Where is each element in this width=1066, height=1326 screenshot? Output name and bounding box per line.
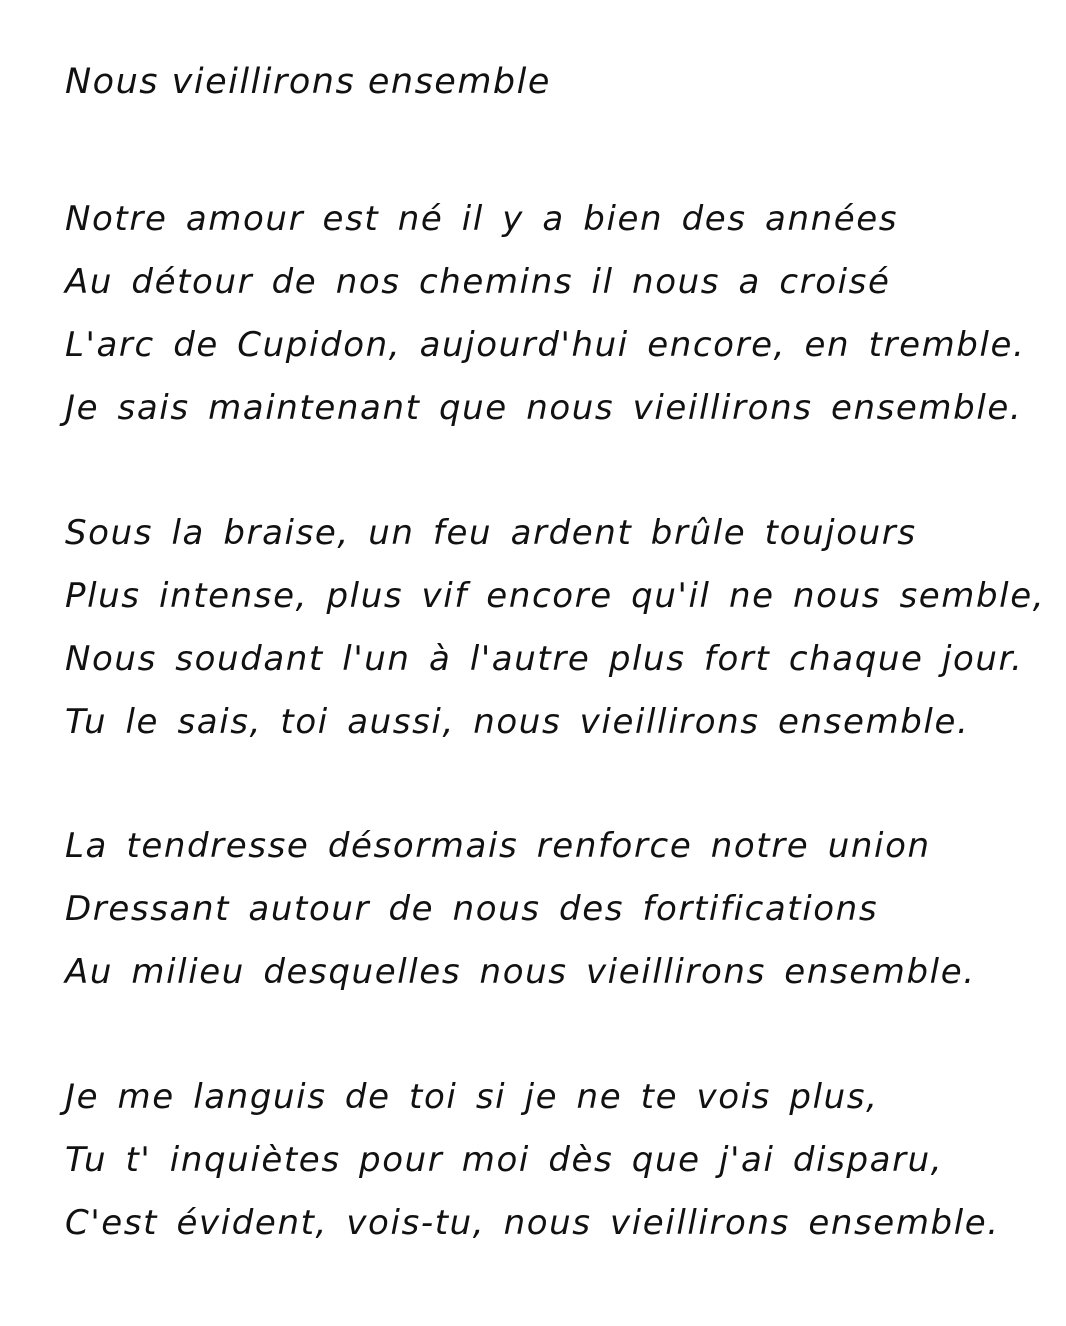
poem-line: Tu le sais, toi aussi, nous vieillirons ensemble.	[65, 702, 970, 742]
poem-line: Sous la braise, un feu ardent brûle toujours	[65, 513, 917, 553]
poem-line: Je me languis de toi si je ne te vois plus,	[65, 1077, 879, 1117]
stanza-2	[65, 502, 1045, 754]
poem-line: Au milieu desquelles nous vieillirons ensemble.	[65, 952, 976, 992]
poem-line: Dressant autour de nous des fortifications	[65, 889, 879, 929]
poem-line: Tu t' inquiètes pour moi dès que j'ai disparu,	[65, 1140, 944, 1180]
stanza-1	[65, 188, 1045, 440]
stanza-3	[65, 815, 1045, 1004]
poem-title: Nous vieillirons ensemble	[65, 62, 551, 102]
poem-line: La tendresse désormais renforce notre union	[65, 826, 931, 866]
poem-line: Je sais maintenant que nous vieillirons ensemble.	[65, 388, 1023, 428]
poem-line: Notre amour est né il y a bien des années	[65, 199, 899, 239]
poem-line: Plus intense, plus vif encore qu'il ne nous semble,	[65, 576, 1046, 616]
poem-line: L'arc de Cupidon, aujourd'hui encore, en tremble.	[65, 325, 1026, 365]
stanza-4	[65, 1066, 1045, 1255]
poem-line: C'est évident, vois-tu, nous vieillirons ensemble.	[65, 1203, 1000, 1243]
poem-line: Nous soudant l'un à l'autre plus fort chaque jour.	[65, 639, 1024, 679]
poem-line: Au détour de nos chemins il nous a croisé	[65, 262, 891, 302]
